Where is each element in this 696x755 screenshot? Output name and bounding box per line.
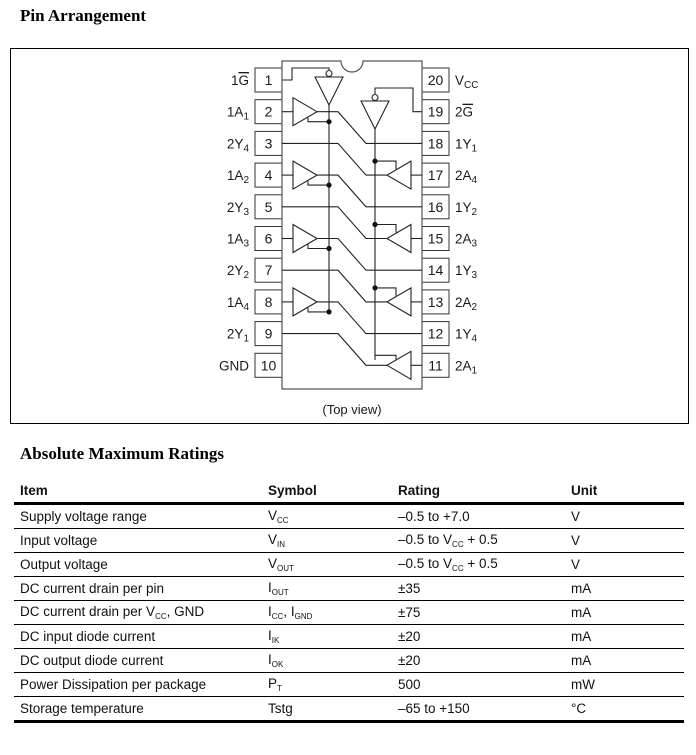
pin-number: 19: [427, 103, 444, 120]
pin-name-label: [227, 327, 250, 345]
buffer-2-1-triangle: [387, 161, 411, 189]
pin-name-subscript: 1: [471, 143, 478, 155]
pin-name-subscript: 3: [471, 270, 478, 282]
section-title-pin-arrangement: Pin Arrangement: [20, 6, 147, 25]
pin-name: 2A: [455, 294, 472, 310]
pin-name-subscript: 3: [243, 206, 249, 218]
cell-symbol: [262, 529, 392, 553]
junction-dot: [326, 183, 331, 188]
pin-name: 1A: [226, 104, 244, 120]
table-row: [14, 649, 684, 673]
pin-number: 9: [264, 325, 273, 342]
table-row: [14, 553, 684, 577]
symbol-subscript: OK: [271, 660, 284, 669]
cell-symbol: [262, 601, 392, 625]
unit-text: mA: [571, 605, 592, 620]
unit-text: mA: [571, 653, 592, 668]
pin-number: 4: [264, 167, 273, 184]
pin-name: 2Y: [226, 136, 244, 152]
pin-name: 2: [455, 104, 463, 120]
pin-name: 1Y: [455, 199, 472, 215]
symbol-text-2: , I: [283, 604, 295, 619]
pin-20: [422, 68, 478, 92]
pin-name-label: [227, 105, 250, 123]
rating-text: ±20: [398, 629, 421, 644]
pin-name-label: [455, 358, 478, 376]
pin-name-label: [455, 232, 478, 250]
unit-text: mA: [571, 581, 592, 596]
cell-rating: [392, 601, 565, 625]
pin-name-label: [227, 168, 250, 186]
pin-name: 2Y: [226, 199, 244, 215]
table-header-row: [14, 478, 684, 504]
pin-number: 15: [427, 230, 444, 247]
pin-name: 1: [230, 73, 239, 88]
buffer-2-3-triangle: [387, 288, 411, 316]
item-text: Storage temperature: [20, 701, 144, 716]
pin-12: [422, 322, 478, 346]
item-subscript: CC: [155, 612, 167, 621]
cell-unit: [565, 697, 684, 722]
cell-item: [14, 504, 262, 529]
symbol-text: P: [268, 676, 278, 691]
pin-name-label: [455, 263, 478, 281]
symbol-text: I: [268, 604, 272, 619]
pin-name: 1A: [226, 231, 244, 247]
pin-number: 7: [264, 262, 273, 279]
symbol-subscript: T: [277, 684, 282, 693]
pin-number: 16: [427, 198, 444, 215]
pin-name: 2A: [455, 231, 472, 247]
item-text: Output voltage: [20, 557, 108, 572]
pin-name: 2Y: [226, 326, 244, 342]
pin-name-label: [227, 295, 250, 313]
wire-2y-out: [282, 334, 387, 366]
cell-unit: [565, 673, 684, 697]
pin-name-label: [219, 358, 249, 373]
pin-name-subscript: 2: [243, 270, 249, 282]
symbol-text: Tstg: [268, 701, 293, 716]
junction-dot: [326, 309, 331, 314]
diagram-caption: (Top view): [322, 402, 382, 417]
cell-rating: [392, 553, 565, 577]
pin-name: 1A: [226, 168, 244, 184]
rating-text: –65 to +150: [398, 701, 470, 716]
pin-19: [422, 100, 473, 124]
cell-rating: [392, 697, 565, 722]
pin-16: [422, 195, 478, 219]
cell-symbol: [262, 504, 392, 529]
pin-name-subscript: 3: [243, 238, 249, 250]
pin-10: [219, 353, 282, 377]
pin-number: 1: [264, 72, 273, 88]
cell-symbol: [262, 697, 392, 722]
symbol-subscript: OUT: [277, 564, 294, 573]
symbol-text: I: [268, 580, 272, 595]
pin-number: 14: [427, 262, 444, 279]
buffer-2-2-triangle: [387, 225, 411, 253]
item-text: DC output diode current: [20, 653, 164, 668]
pin-name-label: [455, 136, 478, 154]
pin-1: [231, 68, 282, 92]
cell-symbol: [262, 553, 392, 577]
rating-text: –0.5 to V: [398, 532, 453, 547]
cell-symbol: [262, 649, 392, 673]
unit-text: °C: [571, 701, 587, 716]
right-pins: [422, 68, 478, 377]
cell-unit: [565, 649, 684, 673]
pin-name-label: [455, 168, 478, 186]
cell-rating: [392, 673, 565, 697]
cell-rating: [392, 649, 565, 673]
item-text: DC current drain per pin: [20, 581, 165, 596]
pin-9: [227, 322, 282, 346]
cell-unit: [565, 601, 684, 625]
table-row: [14, 577, 684, 601]
pin-name: 1Y: [455, 263, 472, 279]
junction-dot: [372, 285, 377, 290]
pin-name-label: [227, 200, 250, 218]
pin-number: 2: [264, 103, 273, 120]
pin-7: [227, 258, 282, 282]
pin-4: [227, 163, 282, 187]
pin-name: 1A: [226, 294, 244, 310]
junction-dot: [326, 119, 331, 124]
pin-name-subscript: 3: [471, 238, 478, 250]
junction-dot: [372, 159, 377, 164]
section-title-absolute-maximum-ratings: Absolute Maximum Ratings: [20, 444, 225, 463]
cell-unit: [565, 625, 684, 649]
item-text: Supply voltage range: [20, 509, 147, 524]
pin-name-subscript: 2: [471, 301, 478, 313]
unit-text: mW: [571, 677, 595, 692]
table-row: [14, 697, 684, 722]
pin-name-subscript: 1: [243, 111, 249, 123]
pin-name-label: [227, 136, 250, 154]
pin-17: [422, 163, 478, 187]
cell-unit: [565, 529, 684, 553]
rating-subscript: CC: [452, 564, 464, 573]
symbol-subscript-2: GND: [294, 612, 313, 621]
wire-enable-1: [308, 308, 329, 312]
pin-5: [227, 195, 282, 219]
column-header-unit: Unit: [565, 478, 684, 504]
wire-enable-2: [375, 225, 396, 233]
pin-13: [422, 290, 478, 314]
pin-name: GND: [219, 358, 249, 374]
pin-name-label: [227, 232, 250, 250]
item-text: Input voltage: [20, 533, 98, 548]
enable-buffer-2g-triangle: [361, 101, 389, 129]
pin-name-subscript: 4: [471, 333, 478, 345]
rating-text: ±20: [398, 653, 421, 668]
pin-name-subscript: 4: [243, 143, 249, 155]
cell-rating: [392, 529, 565, 553]
item-text: DC current drain per V: [20, 604, 156, 619]
enable-buffer-1g-triangle: [315, 77, 343, 105]
pin-name: V: [455, 73, 465, 88]
item-text: DC input diode current: [20, 629, 156, 644]
pin-number: 11: [428, 357, 443, 374]
pin-name-subscript: 4: [243, 301, 249, 313]
pin-8: [227, 290, 282, 314]
pin-name-label: [455, 73, 478, 91]
symbol-text: V: [268, 508, 278, 523]
cell-item: [14, 553, 262, 577]
wire-enable-2: [375, 161, 396, 169]
cell-unit: [565, 504, 684, 529]
rating-tail: + 0.5: [463, 556, 498, 571]
cell-symbol: [262, 673, 392, 697]
cell-item: [14, 673, 262, 697]
pin-number: 3: [264, 135, 273, 152]
unit-text: V: [571, 557, 581, 572]
wire-enable-2: [375, 288, 396, 296]
rating-subscript: CC: [452, 540, 464, 549]
cell-rating: [392, 577, 565, 601]
pin-6: [227, 227, 282, 251]
pin-name: 1Y: [455, 326, 472, 342]
pin-name: 2A: [455, 358, 472, 374]
symbol-subscript: OUT: [271, 588, 289, 597]
cell-item: [14, 649, 262, 673]
table-row: [14, 529, 684, 553]
pin-name: 1Y: [455, 136, 472, 152]
rating-text: ±35: [398, 581, 421, 596]
symbol-text: V: [268, 556, 278, 571]
symbol-subscript: CC: [277, 516, 289, 525]
pin-number: 10: [260, 357, 277, 374]
inversion-bubble: [326, 71, 332, 77]
pin-name-subscript: 1: [243, 333, 249, 345]
pin-name-subscript: 2: [471, 206, 478, 218]
pin-number: 8: [264, 293, 273, 310]
pin-number: 5: [264, 198, 273, 215]
pin-name-subscript: 2: [243, 175, 249, 187]
cell-rating: [392, 504, 565, 529]
pin-number: 6: [264, 230, 273, 247]
unit-text: V: [571, 533, 581, 548]
pin-name-subscript: CC: [464, 80, 479, 91]
cell-item: [14, 697, 262, 722]
item-text: Power Dissipation per package: [20, 677, 207, 692]
pin-number: 17: [427, 167, 444, 184]
left-pins: [219, 68, 282, 377]
pin-name-label: [231, 73, 249, 88]
table-row: [14, 673, 684, 697]
pin-name-label: [455, 105, 473, 120]
cell-item: [14, 601, 262, 625]
cell-item: [14, 577, 262, 601]
pin-14: [422, 258, 478, 282]
junction-dot: [326, 246, 331, 251]
symbol-text: I: [268, 652, 272, 667]
rating-text: 500: [398, 677, 421, 692]
pin-number: 12: [427, 325, 444, 342]
cell-unit: [565, 553, 684, 577]
cell-symbol: [262, 577, 392, 601]
pin-number: 18: [427, 135, 444, 152]
cell-item: [14, 529, 262, 553]
pin-name-label: [455, 200, 478, 218]
symbol-subscript: IK: [271, 636, 280, 645]
pin-name-subscript: 1: [471, 365, 478, 377]
pin-15: [422, 227, 478, 251]
table-row: [14, 625, 684, 649]
pin-name-subscript: 4: [471, 175, 478, 187]
rating-text: –0.5 to V: [398, 556, 453, 571]
pin-number: 20: [427, 72, 444, 88]
wire-enable-1: [308, 181, 329, 185]
pin-name-overbar: G: [238, 73, 249, 88]
unit-text: V: [571, 509, 581, 524]
wire-enable-1: [308, 118, 329, 122]
symbol-subscript: IN: [277, 540, 286, 549]
column-header-item: Item: [14, 478, 262, 504]
symbol-text: I: [268, 628, 272, 643]
pin-11: [422, 353, 478, 377]
column-header-symbol: Symbol: [262, 478, 392, 504]
pin-3: [227, 131, 282, 155]
circuit-schematic: [282, 68, 422, 379]
wire-enable-1: [308, 245, 329, 249]
symbol-subscript: CC: [271, 612, 284, 621]
junction-dot: [372, 222, 377, 227]
unit-text: mA: [571, 629, 592, 644]
ratings-table: [14, 478, 684, 723]
rating-text: –0.5 to +7.0: [398, 509, 470, 524]
cell-symbol: [262, 625, 392, 649]
pin-name-label: [227, 263, 250, 281]
cell-item: [14, 625, 262, 649]
column-header-rating: Rating: [392, 478, 565, 504]
item-tail: , GND: [166, 604, 205, 619]
pin-name-overbar: G: [462, 104, 474, 120]
inversion-bubble: [372, 95, 378, 101]
pin-2: [227, 100, 282, 124]
wire-enable-2: [375, 355, 396, 359]
cell-rating: [392, 625, 565, 649]
pin-name-label: [455, 295, 478, 313]
table-row: [14, 601, 684, 625]
symbol-text: V: [268, 532, 278, 547]
rating-tail: + 0.5: [463, 532, 498, 547]
pin-name: 2A: [455, 168, 472, 184]
pin-number: 13: [427, 293, 444, 310]
pin-name-label: [455, 327, 478, 345]
pin-18: [422, 131, 478, 155]
pin-name: 2Y: [226, 263, 244, 279]
cell-unit: [565, 577, 684, 601]
rating-text: ±75: [398, 605, 421, 620]
table-row: [14, 504, 684, 529]
